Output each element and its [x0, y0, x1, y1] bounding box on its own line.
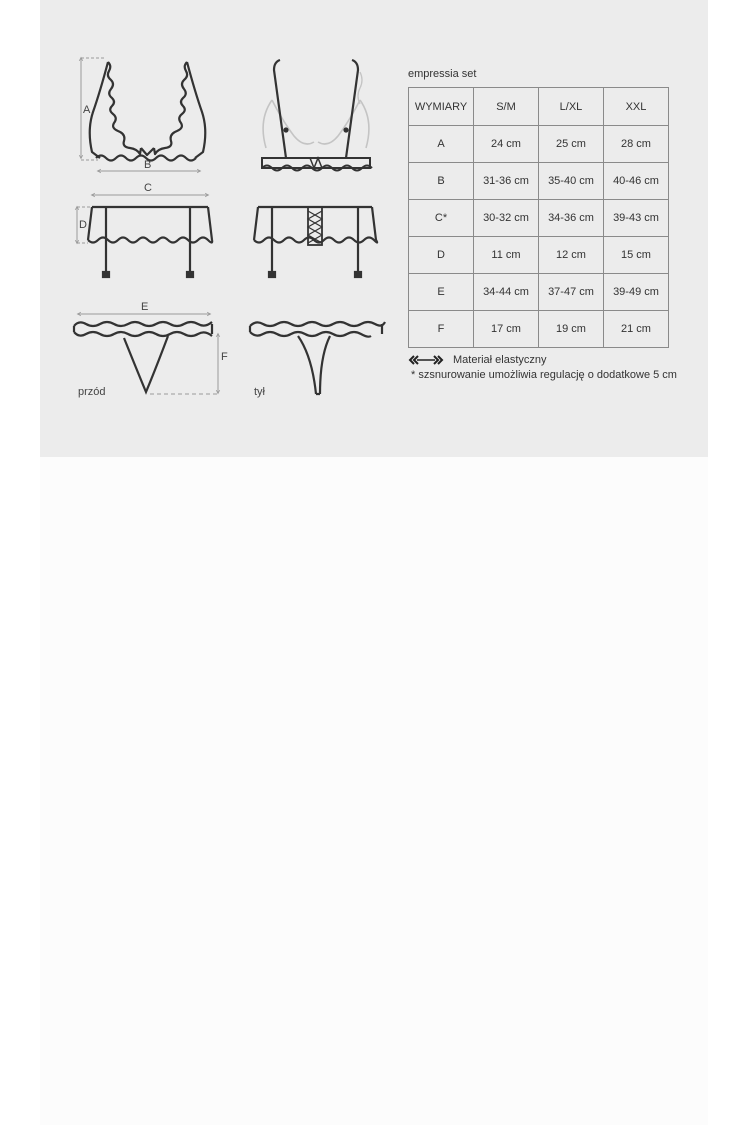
- size-table-title: empressia set: [408, 68, 477, 80]
- measurement-cell: 40-46 cm: [604, 163, 669, 200]
- measurement-cell: 17 cm: [474, 311, 539, 348]
- row-label-cell: A: [409, 126, 474, 163]
- garter-belt-front-drawing: [88, 207, 212, 277]
- measurement-cell: 28 cm: [604, 126, 669, 163]
- measurement-cell: 21 cm: [604, 311, 669, 348]
- measurement-cell: 11 cm: [474, 237, 539, 274]
- size-table-header-row: [409, 88, 669, 126]
- header-cell-dimensions: WYMIARY: [409, 88, 474, 126]
- measurement-cell: 15 cm: [604, 237, 669, 274]
- measurement-cell: 30-32 cm: [474, 200, 539, 237]
- measurement-cell: 34-36 cm: [539, 200, 604, 237]
- bra-front-drawing: [90, 62, 206, 161]
- elastic-legend: [408, 352, 547, 367]
- size-table-row: [409, 237, 669, 274]
- thong-front-drawing: [74, 322, 212, 392]
- dimension-label-f: F: [221, 351, 228, 363]
- measurement-cell: 19 cm: [539, 311, 604, 348]
- measurement-cell: 24 cm: [474, 126, 539, 163]
- measurement-cell: 39-43 cm: [604, 200, 669, 237]
- measurement-cell: 25 cm: [539, 126, 604, 163]
- dimension-label-c: C: [144, 182, 152, 194]
- bra-back-drawing: [262, 60, 372, 171]
- dimension-label-e: E: [141, 301, 149, 313]
- measurement-cell: 34-44 cm: [474, 274, 539, 311]
- lacing-footnote: * szsnurowanie umożliwia regulację o dodatkowe 5 cm: [411, 369, 677, 381]
- measurement-cell: 35-40 cm: [539, 163, 604, 200]
- dimension-label-b: B: [144, 159, 152, 171]
- elastic-arrows-icon: [408, 354, 444, 366]
- thong-back-drawing: [250, 322, 385, 394]
- back-view-label: tył: [254, 386, 265, 398]
- measurement-cell: 37-47 cm: [539, 274, 604, 311]
- row-label-cell: C*: [409, 200, 474, 237]
- size-table-row: [409, 274, 669, 311]
- size-table-row: [409, 163, 669, 200]
- row-label-cell: D: [409, 237, 474, 274]
- dimension-label-a: A: [83, 104, 91, 116]
- dimension-label-d: D: [79, 219, 87, 231]
- row-label-cell: E: [409, 274, 474, 311]
- header-cell-size: L/XL: [539, 88, 604, 126]
- measurement-cell: 39-49 cm: [604, 274, 669, 311]
- elastic-legend-label: Materiał elastyczny: [453, 353, 547, 366]
- header-cell-size: XXL: [604, 88, 669, 126]
- garter-belt-back-drawing: [254, 207, 377, 277]
- measurement-cell: 12 cm: [539, 237, 604, 274]
- measurement-cell: 31-36 cm: [474, 163, 539, 200]
- size-table-row: [409, 200, 669, 237]
- size-table-row: [409, 126, 669, 163]
- size-table-row: [409, 311, 669, 348]
- size-table: [408, 87, 669, 348]
- row-label-cell: F: [409, 311, 474, 348]
- front-view-label: przód: [78, 386, 106, 398]
- header-cell-size: S/M: [474, 88, 539, 126]
- row-label-cell: B: [409, 163, 474, 200]
